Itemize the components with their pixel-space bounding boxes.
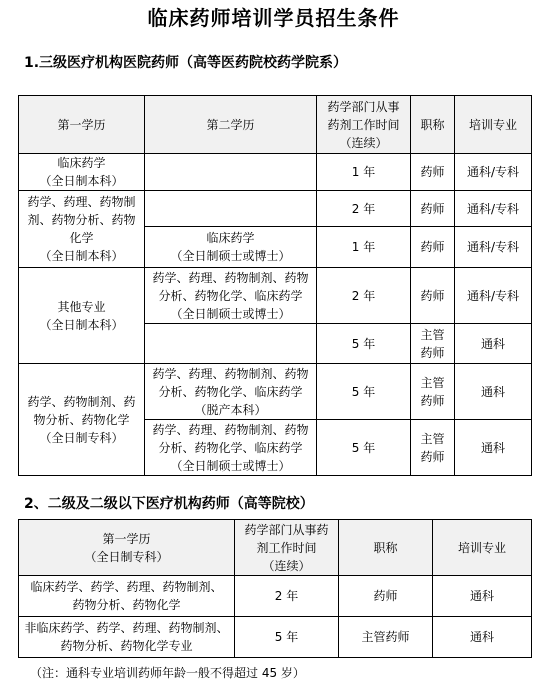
cell-major: 通科	[433, 617, 532, 658]
cell-rank: 药师	[411, 227, 455, 268]
cell-edu1: 药学、药物制剂、药 物分析、药物化学 （全日制专科）	[19, 364, 145, 476]
table-row	[19, 364, 532, 420]
table-row	[19, 576, 532, 617]
cell-years: 5 年	[317, 420, 411, 476]
table-tier3-requirements	[18, 95, 532, 476]
cell-major: 通科/专科	[455, 191, 532, 227]
cell-edu1: 临床药学、药学、药理、药物制剂、 药物分析、药物化学	[19, 576, 235, 617]
cell-edu2: 临床药学 （全日制硕士或博士）	[145, 227, 317, 268]
cell-years: 1 年	[317, 227, 411, 268]
cell-rank: 主管 药师	[411, 364, 455, 420]
table-header-row	[19, 520, 532, 576]
cell-edu2: 药学、药理、药物制剂、药物 分析、药物化学、临床药学 （脱产本科）	[145, 364, 317, 420]
cell-years: 2 年	[235, 576, 339, 617]
cell-major: 通科	[455, 420, 532, 476]
cell-major: 通科	[433, 576, 532, 617]
header-major: 培训专业	[433, 520, 532, 576]
cell-rank: 主管 药师	[411, 324, 455, 364]
cell-major: 通科/专科	[455, 154, 532, 191]
table-row	[19, 268, 532, 324]
footnote: （注：通科专业培训药师年龄一般不得超过 45 岁）	[30, 666, 305, 680]
cell-edu2-empty	[145, 324, 317, 364]
cell-major: 通科/专科	[455, 227, 532, 268]
section1-title: 1.三级医疗机构医院药师（高等医药院校药学院系）	[24, 55, 348, 71]
table-row	[19, 191, 532, 227]
cell-years: 2 年	[317, 191, 411, 227]
header-rank: 职称	[411, 96, 455, 154]
cell-rank: 药师	[339, 576, 433, 617]
cell-years: 1 年	[317, 154, 411, 191]
cell-years: 5 年	[317, 324, 411, 364]
table-row	[19, 154, 532, 191]
header-years: 药学部门从事 药剂工作时间 （连续）	[317, 96, 411, 154]
table-header-row	[19, 96, 532, 154]
header-edu1: 第一学历	[19, 96, 145, 154]
cell-edu2-empty	[145, 191, 317, 227]
cell-edu2: 药学、药理、药物制剂、药物 分析、药物化学、临床药学 （全日制硕士或博士）	[145, 420, 317, 476]
cell-rank: 主管 药师	[411, 420, 455, 476]
header-years: 药学部门从事药 剂工作时间 （连续）	[235, 520, 339, 576]
cell-years: 5 年	[235, 617, 339, 658]
header-major: 培训专业	[455, 96, 532, 154]
table-row	[19, 617, 532, 658]
section2-title: 2、二级及二级以下医疗机构药师（高等院校）	[24, 496, 314, 512]
cell-edu1: 非临床药学、药学、药理、药物制剂、 药物分析、药物化学专业	[19, 617, 235, 658]
cell-edu1: 其他专业 （全日制本科）	[19, 268, 145, 364]
cell-edu1: 临床药学 （全日制本科）	[19, 154, 145, 191]
cell-years: 5 年	[317, 364, 411, 420]
cell-rank: 药师	[411, 268, 455, 324]
header-rank: 职称	[339, 520, 433, 576]
cell-major: 通科	[455, 324, 532, 364]
cell-rank: 药师	[411, 154, 455, 191]
cell-edu1: 药学、药理、药物制 剂、药物分析、药物 化学 （全日制本科）	[19, 191, 145, 268]
cell-edu2: 药学、药理、药物制剂、药物 分析、药物化学、临床药学 （全日制硕士或博士）	[145, 268, 317, 324]
cell-major: 通科	[455, 364, 532, 420]
table-tier2-requirements	[18, 519, 532, 658]
cell-rank: 药师	[411, 191, 455, 227]
header-edu2: 第二学历	[145, 96, 317, 154]
cell-years: 2 年	[317, 268, 411, 324]
cell-rank: 主管药师	[339, 617, 433, 658]
header-edu1: 第一学历 （全日制专科）	[19, 520, 235, 576]
cell-major: 通科/专科	[455, 268, 532, 324]
cell-edu2-empty	[145, 154, 317, 191]
page-title: 临床药师培训学员招生条件	[147, 6, 400, 30]
